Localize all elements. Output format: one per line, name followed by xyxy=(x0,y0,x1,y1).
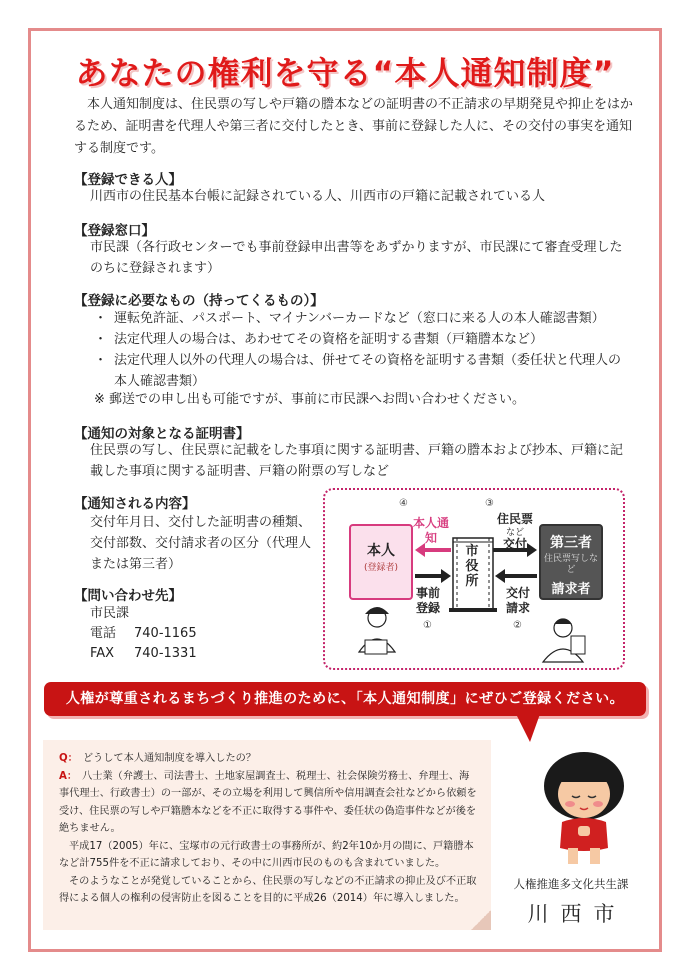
qa-box xyxy=(43,740,491,930)
section-body-counter: 市民課（各行政センターでも事前登録申出書等をあずかりますが、市民課にて審査受理したのちに登録されます） xyxy=(90,240,623,276)
question-text: どうして本人通知制度を導入したの？ xyxy=(82,753,257,764)
city-hall xyxy=(451,536,493,610)
banner-tail xyxy=(516,714,540,742)
department-name: 人権推進多文化共生課 xyxy=(513,877,629,891)
section-heading-content: 【通知される内容】 xyxy=(74,496,196,512)
step2-label: 交付請求 xyxy=(505,586,530,615)
request-arrow-head xyxy=(495,569,505,583)
notification-diagram xyxy=(323,488,625,670)
answer-paragraph-3: そのようなことが発覚していることから、住民票の写しなどの不正請求の抑止及び不正取得による個人の権利の侵害防止を図ることを目的に平成26（2014）年に導入しました。 xyxy=(59,875,477,904)
third-party-sub: 住民票写しなど xyxy=(543,554,598,575)
step4-label: 本人通知 xyxy=(413,516,450,545)
city-hall-label: 市役所 xyxy=(465,544,479,589)
fax-number: 740-1331 xyxy=(134,646,197,661)
step1-label: 事前登録 xyxy=(415,586,440,615)
section-heading-counter: 【登録窓口】 xyxy=(74,223,155,239)
requirement-item: ・ 法定代理人の場合は、あわせてその資格を証明する書類（戸籍謄本など） xyxy=(94,329,624,350)
answer-text: 八士業（弁護士、司法書士、土地家屋調査士、税理士、社会保険労務士、弁理士、海事代理士、行政書士）の一部が、その立場を利用して興信所や信用調査会社などから依頼を受け、住民票の写しや戸籍謄本などを不正に取得する事件や、委任状の偽造事件などが後を絶ちません。 xyxy=(59,770,477,834)
requester-title: 請求者 xyxy=(551,582,591,597)
qa-page-fold xyxy=(471,910,491,930)
step3-label-mid: など xyxy=(505,528,524,538)
notify-arrow-head xyxy=(415,543,425,557)
city-name: 川西市 xyxy=(527,902,627,926)
section-body-eligible: 川西市の住民基本台帳に記録されている人、川西市の戸籍に記載されている人 xyxy=(90,189,546,204)
step3-number: ③ xyxy=(485,498,494,509)
requirements-list xyxy=(94,308,624,392)
section-heading-targets: 【通知の対象となる証明書】 xyxy=(74,426,250,442)
registrant-sub: (登録者) xyxy=(363,563,399,573)
step1-number: ① xyxy=(423,620,432,631)
mascot-character xyxy=(522,744,646,868)
section-body-content: 交付年月日、交付した証明書の種類、交付部数、交付請求者の区分（代理人または第三者） xyxy=(90,515,312,572)
step3-label-bot: 交付 xyxy=(502,537,527,551)
answer-paragraph-2: 平成17（2005）年に、宝塚市の元行政書士の事務所が、約2年10か月の間に、戸籍謄本など計755件を不正に請求しており、その中に川西市民のものも含まれていました。 xyxy=(59,840,474,869)
question-label: Q： xyxy=(59,753,78,764)
section-heading-requirements: 【登録に必要なもの（持ってくるもの）】 xyxy=(74,293,324,309)
step3-label-top: 住民票 xyxy=(496,512,533,526)
requirement-item: ・ 運転免許証、パスポート、マイナンバーカードなど（窓口に来る人の本人確認書類） xyxy=(94,308,624,329)
contact-block xyxy=(90,604,197,664)
registrant-title: 本人 xyxy=(367,543,395,559)
section-body-targets: 住民票の写し、住民票に記載をした事項に関する証明書、戸籍の謄本および抄本、戸籍に記載した事項に関する証明書、戸籍の附票の写しなど xyxy=(90,443,624,479)
phone-label: 電話 xyxy=(90,626,117,641)
section-heading-eligible: 【登録できる人】 xyxy=(74,172,182,188)
step2-number: ② xyxy=(513,620,522,631)
third-party-title: 第三者 xyxy=(550,535,592,551)
page-title: あなたの権利を守る“本人通知制度” xyxy=(75,54,615,92)
requirement-item: ・ 法定代理人以外の代理人の場合は、併せてその資格を証明する書類（委任状と代理人の本人確認書類） xyxy=(94,350,624,392)
answer-label: A： xyxy=(59,770,78,782)
phone-number: 740-1165 xyxy=(134,626,197,641)
issue-arrow-head xyxy=(527,543,537,557)
call-to-action-banner: 人権が尊重されるまちづくり推進のために、「本人通知制度」にぜひご登録ください。 xyxy=(44,682,646,716)
fax-label: FAX xyxy=(90,646,115,661)
mail-note: ※ 郵送での申し出も可能ですが、事前に市民課へお問い合わせください。 xyxy=(94,392,526,407)
intro-paragraph: 本人通知制度は、住民票の写しや戸籍の謄本などの証明書の不正請求の早期発見や抑止をはかるため、証明書を代理人や第三者に交付したとき、事前に登録した人に、その交付の事実を通知する制度です。 xyxy=(74,97,634,156)
section-heading-contact: 【問い合わせ先】 xyxy=(74,588,182,604)
contact-office: 市民課 xyxy=(90,606,130,621)
step4-number: ④ xyxy=(399,498,408,509)
register-arrow-head xyxy=(441,569,451,583)
